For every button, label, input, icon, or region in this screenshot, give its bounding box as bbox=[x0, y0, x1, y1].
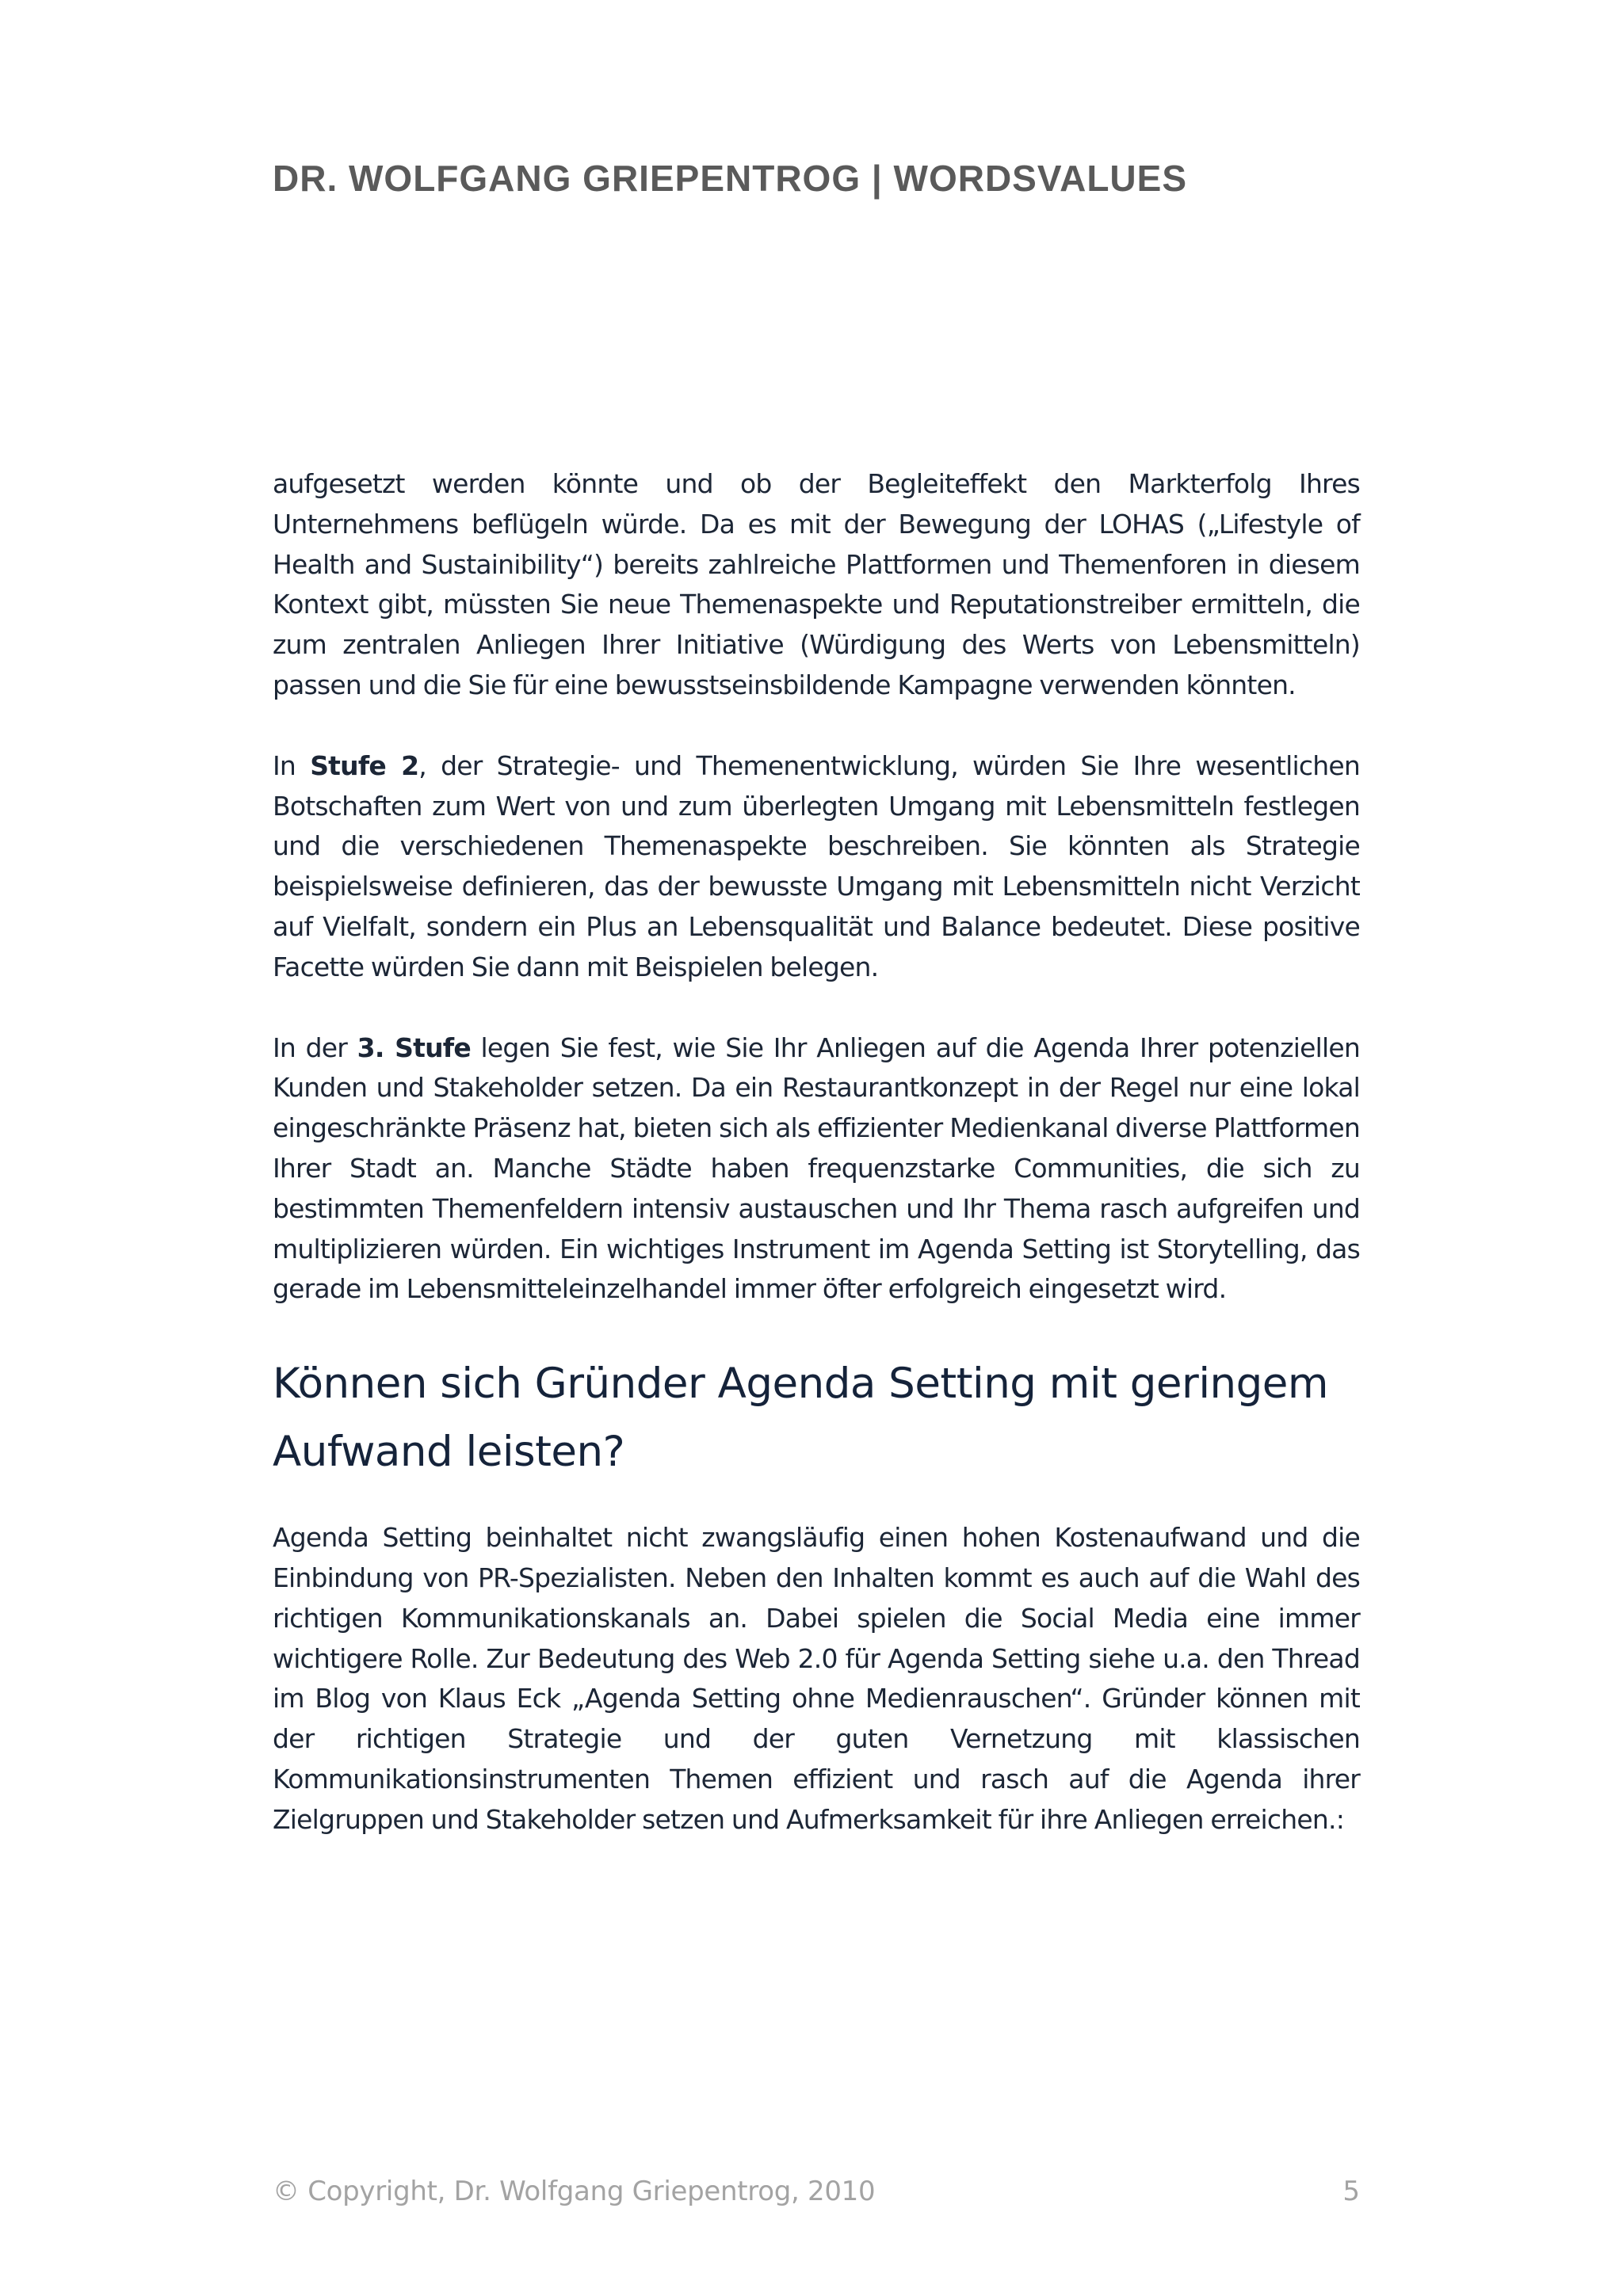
paragraph-3-prefix: In der bbox=[273, 1032, 357, 1063]
section-heading: Können sich Gründer Agenda Setting mit geringem Aufwand leisten? bbox=[273, 1360, 1329, 1477]
paragraph-2-rest: , der Strategie- und Themenentwicklung, würden Sie Ihre wesentlichen Botschaften zum Wert von und zum überlegten Umgang mit Lebensmitteln festlegen und die verschiedenen Themenaspekte beschreiben. Sie könnten als Strategie beispielsweise definieren, das der bewusste Umgang mit Lebensmitteln nicht Verzicht auf Vielfalt, sondern ein Plus an Lebensqualität und Balance bedeutet. Diese positive Facette würden Sie dann mit Beispielen belegen. bbox=[273, 749, 1360, 982]
footer-page-number: 5 bbox=[1342, 2176, 1360, 2207]
paragraph-3-bold: 3. Stufe bbox=[357, 1032, 471, 1063]
paragraph-2-bold: Stufe 2 bbox=[310, 749, 419, 781]
document-body bbox=[273, 464, 1360, 1881]
paragraph-2-prefix: In bbox=[273, 749, 311, 781]
paragraph-2 bbox=[273, 746, 1360, 988]
paragraph-3 bbox=[273, 1028, 1360, 1310]
paragraph-1: aufgesetzt werden könnte und ob der Begleiteffekt den Markterfolg Ihres Unternehmens beflügeln würde. Da es mit der Bewegung der LOHAS („Lifestyle of Health and Sustainibility“) bereits zahlreiche Plattformen und Themenforen in diesem Kontext gibt, müssten Sie neue Themenaspekte und Reputationstreiber ermitteln, die zum zentralen Anliegen Ihrer Initiative (Würdigung des Werts von Lebensmitteln) passen und die Sie für eine bewusstseinsbildende Kampagne verwenden könnten. bbox=[273, 468, 1360, 700]
footer-copyright: © Copyright, Dr. Wolfgang Griepentrog, 2010 bbox=[273, 2176, 876, 2207]
paragraph-3-rest: legen Sie fest, wie Sie Ihr Anliegen auf die Agenda Ihrer potenziellen Kunden und Stakeholder setzen. Da ein Restaurantkonzept in der Regel nur eine lokal eingeschränkte Präsenz hat, bieten sich als effizienter Medienkanal diverse Plattformen Ihrer Stadt an. Manche Städte haben frequenzstarke Communities, die sich zu bestimmten Themenfeldern intensiv austauschen und Ihr Thema rasch aufgreifen und multiplizieren würden. Ein wichtiges Instrument im Agenda Setting ist Storytelling, das gerade im Lebensmitteleinzelhandel immer öfter erfolgreich eingesetzt wird. bbox=[273, 1032, 1360, 1305]
paragraph-4: Agenda Setting beinhaltet nicht zwangsläufig einen hohen Kostenaufwand und die Einbindung von PR-Spezialisten. Neben den Inhalten kommt es auch auf die Wahl des richtigen Kommunikationskanals an. Dabei spielen die Social Media eine immer wichtigere Rolle. Zur Bedeutung des Web 2.0 für Agenda Setting siehe u.a. den Thread im Blog von Klaus Eck „Agenda Setting ohne Medienrauschen“. Gründer können mit der richtigen Strategie und der guten Vernetzung mit klassischen Kommunikationsinstrumenten Themen effizient und rasch auf die Agenda ihrer Zielgruppen und Stakeholder setzen und Aufmerksamkeit für ihre Anliegen erreichen.: bbox=[273, 1522, 1360, 1835]
page-header-title: DR. WOLFGANG GRIEPENTROG | WORDSVALUES bbox=[273, 158, 1188, 199]
